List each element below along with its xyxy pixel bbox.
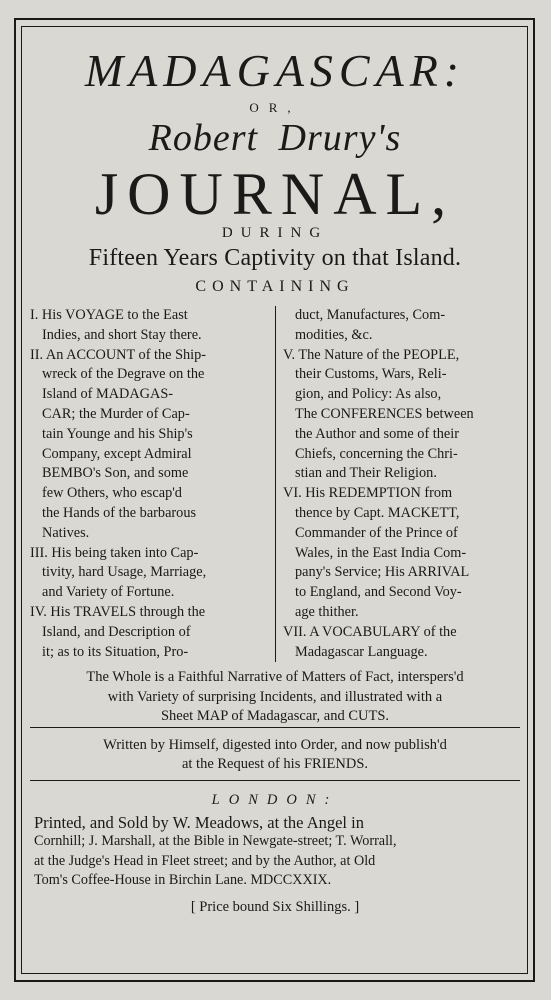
contents-line: Madagascar Language. [295,643,428,660]
subtitle: Fifteen Years Captivity on that Island. [88,245,462,271]
column-divider [275,306,276,662]
contents-line: BEMBO's Son, and some [42,465,189,482]
contents-line: wreck of the Degrave on the [42,366,205,383]
contents-line: duct, Manufactures, Com- [295,307,446,323]
contents-line: tain Younge and his Ship's [42,425,193,442]
contents-line: IV. His TRAVELS through the [30,603,206,620]
contents-line: I. His VOYAGE to the East [30,307,188,323]
contents-line: VII. A VOCABULARY of the [283,623,457,640]
contents-line: Island of MADAGAS- [42,386,174,403]
imprint [30,809,520,891]
page-content [30,36,520,917]
imprint-line: Cornhill; J. Marshall, at the Bible in Newgate-street; T. Worrall, [34,833,397,850]
author-line: Robert Drury's [148,117,402,159]
imprint-line: at the Judge's Head in Fleet street; and by the Author, at Old [34,852,376,869]
contents-line: The CONFERENCES between [295,405,474,422]
contents-line: gion, and Policy: As also, [295,386,442,403]
contents-line: stian and Their Religion. [295,465,437,482]
contents-line: CAR; the Murder of Cap- [42,405,190,422]
contents-line: Island, and Description of [42,623,191,640]
containing-heading: CONTAINING [195,278,355,295]
narrative-line: The Whole is a Faithful Narrative of Matters of Fact, interspers'd [86,669,464,686]
contents-right-column [275,306,520,662]
contents-line: Company, except Admiral [42,445,192,462]
during-line: DURING [221,225,329,241]
contents-line: few Others, who escap'd [42,485,182,502]
imprint-line: Tom's Coffee-House in Birchin Lane. MDCCXXIX. [34,872,332,889]
written-line: at the Request of his FRIENDS. [181,755,369,772]
contents-line: Natives. [42,524,90,541]
contents-line: and Variety of Fortune. [42,584,175,601]
or-line: OR, [249,100,301,115]
journal-title: JOURNAL, [94,161,456,227]
contents-columns [30,306,520,662]
contents-line: III. His being taken into Cap- [30,544,199,561]
contents-line: Chiefs, concerning the Chri- [295,445,458,462]
contents-line: VI. His REDEMPTION from [283,485,453,502]
narrative-description [30,668,520,727]
contents-line: pany's Service; His ARRIVAL [295,564,470,581]
narrative-line: Sheet MAP of Madagascar, and CUTS. [160,708,390,725]
contents-line: age thither. [295,603,359,620]
written-by-section [30,728,520,780]
contents-line: V. The Nature of the PEOPLE, [283,346,460,363]
contents-line: to England, and Second Voy- [295,584,462,601]
contents-line: Wales, in the East India Com- [295,544,467,561]
narrative-line: with Variety of surprising Incidents, and illustrated with a [107,688,443,705]
contents-line: it; as to its Situation, Pro- [42,643,189,660]
contents-line: thence by Capt. MACKETT, [295,504,460,521]
written-line: Written by Himself, digested into Order, and now publish'd [103,736,447,753]
contents-line: their Customs, Wars, Reli- [295,366,447,383]
contents-line: II. An ACCOUNT of the Ship- [30,346,207,363]
contents-line: tivity, hard Usage, Marriage, [42,564,207,581]
main-title: MADAGASCAR: [84,45,466,96]
contents-line: Indies, and short Stay there. [42,326,202,343]
london-heading: LONDON: [211,791,339,808]
contents-line: the Hands of the barbarous [42,504,197,521]
price-line: [ Price bound Six Shillings. ] [190,898,360,915]
contents-line: the Author and some of their [295,425,459,442]
imprint-line: Printed, and Sold by W. Meadows, at the Angel in [34,812,364,832]
contents-left-column [30,306,275,662]
contents-line: modities, &c. [295,326,373,343]
contents-line: Commander of the Prince of [295,524,458,541]
